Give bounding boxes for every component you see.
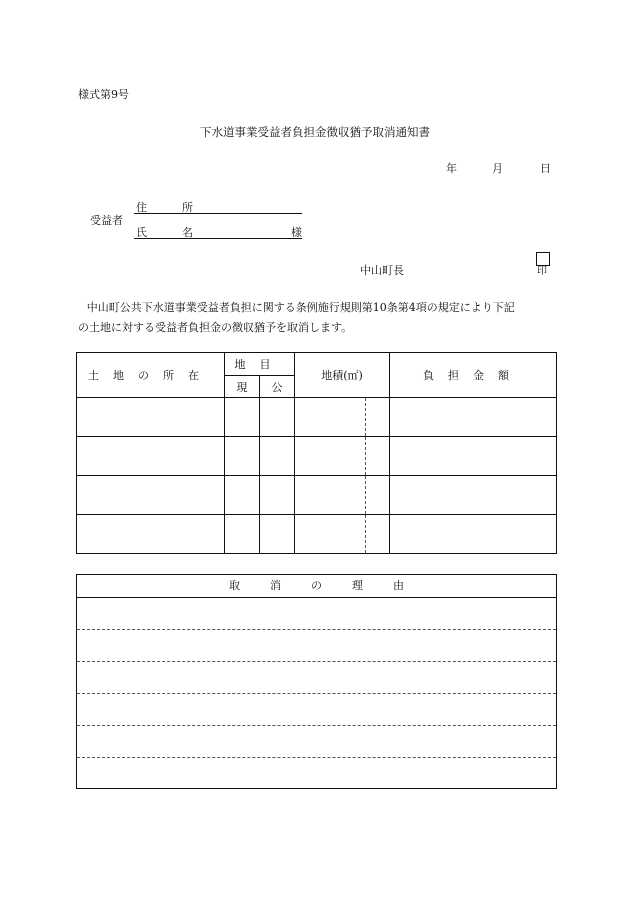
cell-official[interactable] — [260, 515, 295, 554]
document-title: 下水道事業受益者負担金徴収猶予取消通知書 — [200, 125, 430, 139]
honorific: 様 — [291, 226, 302, 239]
reason-line[interactable] — [77, 598, 556, 630]
reason-line[interactable] — [77, 694, 556, 726]
reason-line[interactable] — [77, 662, 556, 694]
cell-current[interactable] — [225, 437, 260, 476]
reason-line[interactable] — [77, 726, 556, 758]
reason-header: 取消の理由 — [77, 575, 556, 598]
cell-area[interactable] — [295, 398, 366, 437]
cell-area-decimal[interactable] — [366, 437, 390, 476]
name-label: 氏 名 — [136, 226, 205, 239]
seal-mark: 印 — [537, 266, 547, 277]
header-location: 土地の所在 — [77, 353, 225, 398]
cell-area-decimal[interactable] — [366, 515, 390, 554]
recipient-label: 受益者 — [90, 214, 123, 227]
reason-section — [76, 574, 557, 789]
header-amount: 負担金額 — [390, 353, 557, 398]
cell-current[interactable] — [225, 515, 260, 554]
notice-line-1: 中山町公共下水道事業受益者負担に関する条例施行規則第10条第4項の規定により下記 — [86, 301, 515, 314]
cell-location[interactable] — [77, 437, 225, 476]
header-land-category: 地目 — [225, 353, 295, 376]
notice-body — [78, 298, 554, 338]
cell-area[interactable] — [295, 476, 366, 515]
land-table — [76, 352, 557, 554]
cell-current[interactable] — [225, 476, 260, 515]
header-official: 公 — [260, 376, 295, 398]
cell-area-decimal[interactable] — [366, 476, 390, 515]
table-row — [77, 437, 557, 476]
header-area: 地積(㎡) — [295, 353, 390, 398]
cell-area[interactable] — [295, 515, 366, 554]
cell-amount[interactable] — [390, 437, 557, 476]
table-row — [77, 476, 557, 515]
cell-amount[interactable] — [390, 476, 557, 515]
address-field[interactable] — [134, 199, 302, 214]
date-month-label: 月 — [492, 162, 503, 175]
cell-current[interactable] — [225, 398, 260, 437]
table-row — [77, 515, 557, 554]
name-field[interactable] — [134, 224, 302, 239]
issuer-title: 中山町長 — [360, 264, 404, 277]
cell-location[interactable] — [77, 398, 225, 437]
cell-location[interactable] — [77, 515, 225, 554]
address-label: 住 所 — [136, 201, 205, 214]
cell-official[interactable] — [260, 476, 295, 515]
header-current: 現 — [225, 376, 260, 398]
cell-amount[interactable] — [390, 515, 557, 554]
reason-line[interactable] — [77, 758, 556, 789]
cell-area[interactable] — [295, 437, 366, 476]
reason-line[interactable] — [77, 630, 556, 662]
notice-line-2: の土地に対する受益者負担金の徴収猶予を取消します。 — [78, 321, 353, 334]
cell-official[interactable] — [260, 437, 295, 476]
date-year-label: 年 — [446, 162, 457, 175]
cell-official[interactable] — [260, 398, 295, 437]
cell-location[interactable] — [77, 476, 225, 515]
table-row — [77, 398, 557, 437]
cell-area-decimal[interactable] — [366, 398, 390, 437]
cell-amount[interactable] — [390, 398, 557, 437]
date-day-label: 日 — [540, 162, 551, 175]
form-number: 様式第9号 — [78, 88, 129, 101]
